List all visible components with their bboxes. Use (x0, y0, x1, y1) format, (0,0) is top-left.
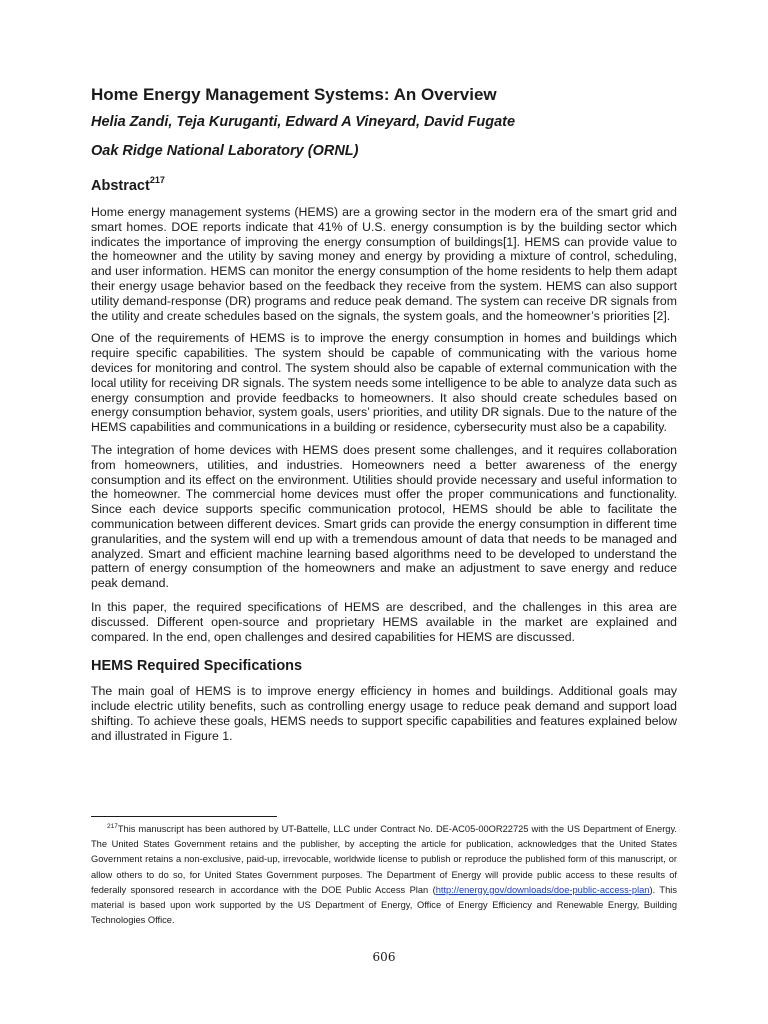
author-list: Helia Zandi, Teja Kuruganti, Edward A Vineyard, David Fugate (91, 114, 516, 130)
doe-access-plan-link[interactable]: http://energy.gov/downloads/doe-public-access-plan (435, 884, 650, 895)
abstract-paragraph: The integration of home devices with HEMS does present some challenges, and it requires collaboration from homeowners, utilities, and industries. Homeowners need a better awareness of the energy consumption and its effect on the environment. Utilities should provide necessary and useful information to the homeowner. The commercial home devices must offer the proper communications and functionality. Since each device supports specific communication protocol, HEMS should be able to facilitate the communication between different devices. Smart grids can provide the energy consumption in different time granularities, and the system will end up with a tremendous amount of data that needs to be managed and analyzed. Smart and efficient machine learning based algorithms need to be developed to understand the pattern of energy consumption of the homeowners and make an adjustment to save energy and reduce peak demand. (91, 442, 677, 591)
section-paragraph: The main goal of HEMS is to improve energy efficiency in homes and buildings. Additional goals may include electric utility benefits, such as controlling energy usage to reduce peak demand and support load shifting. To achieve these goals, HEMS needs to support specific capabilities and features explained below and illustrated in Figure 1. (91, 684, 677, 743)
footnote-text: This manuscript has been authored by UT-Battelle, LLC under Contract No. DE-AC05-00OR22725 with the US Department of Energy. The United States Government retains and the publisher, by accepting the article for publication, acknowledges that the United States Government retains a non-exclusive, paid-up, irrevocable, worldwide license to publish or reproduce the published form of this manuscript, or allow others to do so, for United States Government purposes. The Department of Energy will provide public access to these results of federally sponsored research in accordance with the DOE Public Access Plan ( (91, 824, 677, 895)
abstract-paragraph: One of the requirements of HEMS is to improve the energy consumption in homes and buildings which require specific capabilities. The system should be capable of communicating with the various home devices for monitoring and control. The system should also be capable of external communication with the local utility for receiving DR signals. The system needs some intelligence to be able to analyze data such as energy consumption and provide feedbacks to homeowners. It also should create schedules based on energy consumption behavior, system goals, users’ priorities, and utility DR signals. Due to the nature of the HEMS capabilities and communications in a building or residence, cybersecurity must also be a capability. (91, 331, 677, 435)
footnote (91, 822, 677, 928)
footnote-reference: 217 (149, 175, 165, 185)
abstract-heading-text: Abstract (91, 178, 150, 194)
page-number: 606 (372, 950, 396, 964)
section-heading: HEMS Required Specifications (91, 658, 303, 675)
abstract-paragraph: Home energy management systems (HEMS) are a growing sector in the modern era of the smart grid and smart homes. DOE reports indicate that 41% of U.S. energy consumption is by the building sector which indicates the importance of improving the energy consumption of buildings[1]. HEMS can provide value to the homeowner and the utility by saving money and energy by providing a mixture of control, scheduling, and user information. HEMS can monitor the energy consumption of the home residents to help them adapt their energy usage behavior based on the feedback they receive from the system. HEMS can also support utility demand-response (DR) programs and reduce peak demand. The system can receive DR signals from the utility and create schedules based on the signals, the system goals, and the homeowner’s priorities [2]. (91, 205, 677, 323)
footnote-divider (91, 816, 277, 817)
paper-title: Home Energy Management Systems: An Overview (91, 85, 497, 104)
affiliation: Oak Ridge National Laboratory (ORNL) (91, 143, 359, 159)
footnote-marker: 217 (107, 823, 118, 830)
paper-body (91, 84, 677, 744)
abstract-heading (91, 176, 677, 196)
footnote-text-end: ). This material is based upon work supported by the US Department of Energy, Office of Energy Efficiency and Renewable Energy, Building Technologies Office. (91, 884, 677, 926)
abstract-paragraph: In this paper, the required specifications of HEMS are described, and the challenges in this area are discussed. Different open-source and proprietary HEMS available in the market are explained and compared. In the end, open challenges and desired capabilities for HEMS are discussed. (91, 599, 677, 644)
